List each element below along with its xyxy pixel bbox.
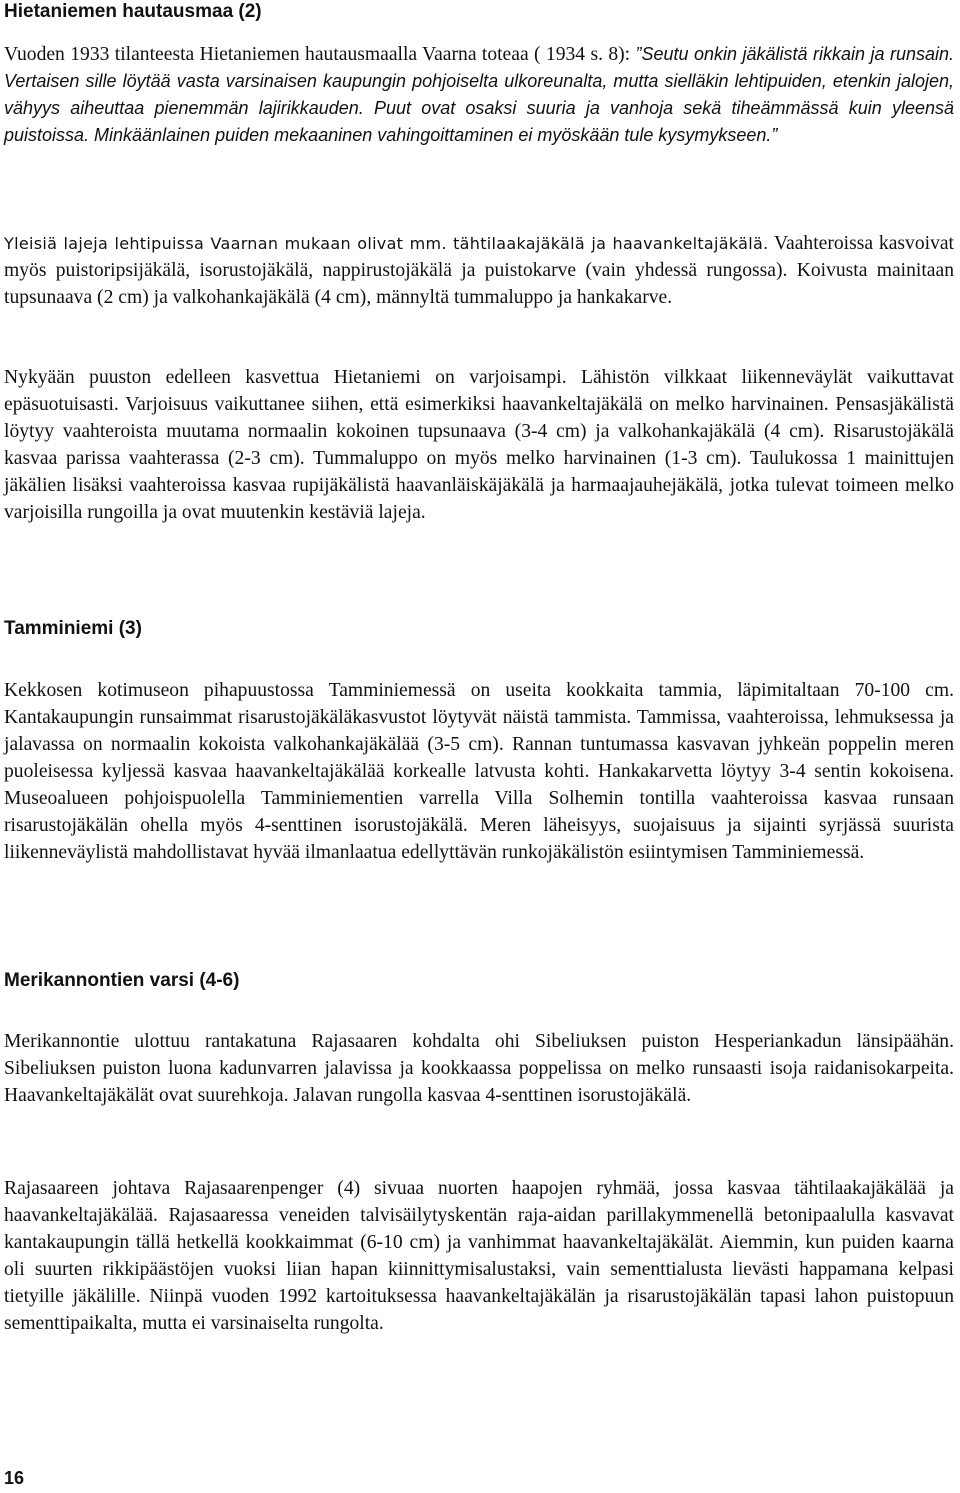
quoted-text: ”Seutu onkin jäkälistä rikkain ja runsain. Vertaisen sille löytää vasta varsinaisen kaupungin pohjoiselta ulkoreunalta, mutta sielläkin lehtipuiden, etenkin jalojen, vähyys aiheuttaa pienemmän lajirikkauden. Puut ovat osaksi suuria ja vanhoja sekä tiheämmässä kuin yleensä puistoissa. Minkäänlainen puiden mekaaninen vahingoittaminen ei myöskään tule kysymykseen.” — [4, 44, 954, 145]
paragraph-rajasaari: Rajasaareen johtava Rajasaarenpenger (4) sivuaa nuorten haapojen ryhmää, jossa kasvaa tähtilaakajäkälää ja haavankeltajäkälää. Rajasaaressa veneiden talvisäilytyskentän raja-aidan parillakymmenellä betonipaalulla kasvavat kantakaupungin tällä hetkellä kookkaimmat (6-10 cm) ja vanhimmat haavankeltajäkälät. Aiemmin, kun puiden kaarna oli suurten rikkipäästöjen vuoksi liian hapan kiinnittymisalustaksi, vain sementtialusta lievästi happamana kelpasi tietyille jäkälille. Niinpä vuoden 1992 kartoituksessa haavankeltajäkälän ja risarustojäkälän tapasi lahon puistopuun sementtipaikalta, mutta ei varsinaiselta rungolta. — [4, 1178, 954, 1334]
section-heading-hietaniemi: Hietaniemen hautausmaa (2) — [4, 1, 262, 22]
page-number: 16 — [4, 1468, 25, 1488]
section-heading-tamminiemi: Tamminiemi (3) — [4, 618, 142, 639]
paragraph-current-state: Nykyään puuston edelleen kasvettua Hietaniemi on varjoisampi. Lähistön vilkkaat liikenneväylät vaikuttavat epäsuotuisasti. Varjoisuus vaikuttanee siihen, että esimerkiksi haavankeltajäkälä on melko harvinainen. Pensasjäkälistä löytyy vaahteroista muutama normaalin kokoinen tupsunaava (3-4 cm) ja valkohankajäkälä (4 cm). Risarustojäkälä kasvaa parissa vaahterassa (2-3 cm). Tummaluppo on myös melko harvinainen (1-3 cm). Taulukossa 1 mainittujen jäkälien lisäksi vaahteroissa kasvaa rupijäkälistä haavanläiskäjäkälä ja harmaajauhejäkälä, jotka tulevat toimeen melko varjoisilla rungoilla ja ovat muutenkin kestäviä lajeja. — [4, 367, 954, 523]
paragraph-lead-text: Vuoden 1933 tilanteesta Hietaniemen hautausmaalla Vaarna toteaa ( 1934 s. 8): — [4, 44, 636, 65]
paragraph-common-species — [4, 230, 954, 311]
paragraph-rest-text: Vaahteroissa kasvoivat myös puistoripsijäkälä, isorustojäkälä, nappirustojäkälä ja puistokarve (vain yhdessä rungossa). Koivusta mainitaan tupsunaava (2 cm) ja valkohankajäkälä (4 cm), männyltä tummaluppo ja hankakarve. — [4, 233, 955, 308]
paragraph-vaarna-quote — [4, 41, 954, 149]
section-heading-merikannontie: Merikannontien varsi (4-6) — [4, 970, 240, 991]
paragraph-merikannontie: Merikannontie ulottuu rantakatuna Rajasaaren kohdalta ohi Sibeliuksen puiston Hesperiankadun länsipäähän. Sibeliuksen puiston luona kadunvarren jalavissa ja kookkaassa poppelissa on melko runsaasti isoja raidanisokarpeita. Haavankeltajäkälät ovat suurehkoja. Jalavan rungolla kasvaa 4-senttinen isorustojäkälä. — [4, 1031, 954, 1106]
paragraph-first-line: Yleisiä lajeja lehtipuissa Vaarnan mukaan olivat mm. tähtilaakajäkälä ja haavankeltajäkälä. — [4, 234, 769, 253]
paragraph-tamminiemi: Kekkosen kotimuseon pihapuustossa Tamminiemessä on useita kookkaita tammia, läpimitaltaan 70-100 cm. Kantakaupungin runsaimmat risarustojäkäläkasvustot löytyvät näistä tammista. Tammissa, vaahteroissa, lehmuksessa ja jalavassa on normaalin kokoista valkohankajäkälää (3-5 cm). Rannan tuntumassa kasvavan jyhkeän poppelin meren puoleisessa kyljessä kasvaa haavankeltajäkälää korkealle latvusta kohti. Hankakarvetta löytyy 3-4 sentin kokoisena. Museoalueen pohjoispuolella Tamminiementien varrella Villa Solhemin tontilla vaahteroissa kasvaa runsaan risarustojäkälän ohella myös 4-senttinen isorustojäkälä. Meren läheisyys, suojaisuus ja sijainti syrjässä suurista liikenneväylistä mahdollistavat hyvää ilmanlaatua edellyttävän runkojäkälistön esiintymisen Tamminiemessä. — [4, 680, 954, 863]
